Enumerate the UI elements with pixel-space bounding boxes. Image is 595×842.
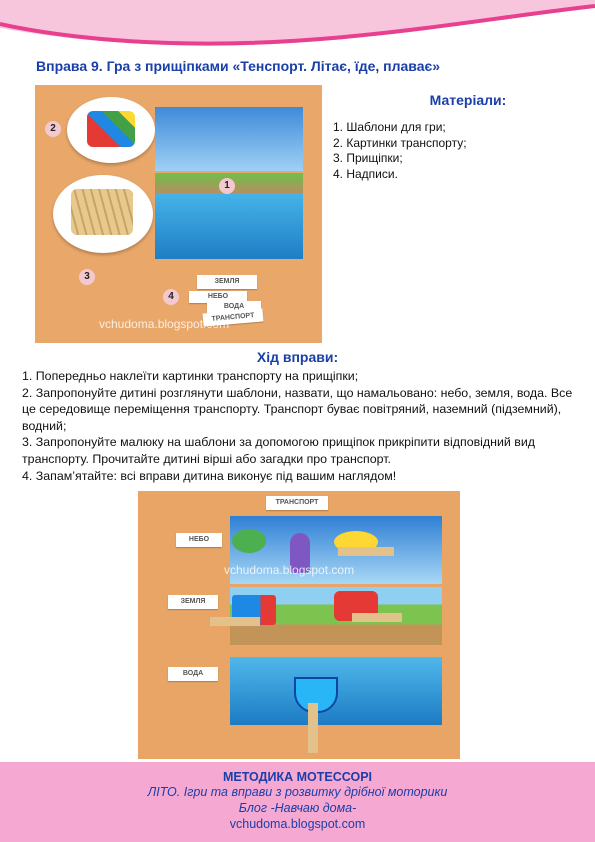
card-zemlia: ЗЕМЛЯ xyxy=(197,275,257,289)
footer xyxy=(0,762,595,842)
result-photo xyxy=(138,491,460,759)
card-nebo: НЕБО xyxy=(176,533,222,547)
template-water xyxy=(155,193,303,259)
clothespin xyxy=(210,617,260,626)
materials-section xyxy=(333,92,573,182)
step-item: 2. Запропонуйте дитині розглянути шаблони, назвати, що намальовано: небо, земля, вода. Все це середовище переміщення транспорту. Транспорт буває повітряний, наземний (підземний), водний; xyxy=(22,385,573,433)
transport-pictures xyxy=(87,111,135,147)
card-transport: ТРАНСПОРТ xyxy=(266,496,328,510)
materials-item: 3. Прищіпки; xyxy=(333,151,403,165)
step-item: 4. Запам’ятайте: всі вправи дитина виконує під вашим наглядом! xyxy=(22,468,397,483)
card-zemlia: ЗЕМЛЯ xyxy=(168,595,218,609)
watermark: vchudoma.blogspot.com xyxy=(224,563,355,577)
footer-url[interactable]: vchudoma.blogspot.com xyxy=(229,817,366,831)
step-item: 1. Попередньо наклеїти картинки транспорту на прищіпки; xyxy=(22,369,359,383)
watermark: vchudoma.blogspot.com xyxy=(99,317,230,331)
materials-photo xyxy=(35,85,322,343)
step-item: 3. Запропонуйте малюку на шаблони за допомогою прищіпок прикріпити відповідний вид транспорту. Прочитайте дитині вірші або загадки про транспорт. xyxy=(22,435,536,466)
materials-item: 1. Шаблони для гри; xyxy=(333,120,446,134)
card-voda: ВОДА xyxy=(207,301,261,313)
clothespin xyxy=(338,547,394,556)
steps-heading: Хід вправи: xyxy=(256,349,339,365)
materials-item: 4. Надписи. xyxy=(333,166,398,181)
badge-3: 3 xyxy=(79,269,95,285)
page-title: Вправа 9. Гра з прищіпками «Тенспорт. Літає, їде, плаває» xyxy=(36,58,441,74)
card-transport: ТРАНСПОРТ xyxy=(203,308,264,326)
turtle-plane-picture xyxy=(232,529,266,553)
footer-title: МЕТОДИКА МОТЕССОРІ xyxy=(222,770,373,784)
template-sky xyxy=(155,107,303,171)
card-voda: ВОДА xyxy=(168,667,218,681)
badge-2: 2 xyxy=(45,121,61,137)
header-wave xyxy=(0,0,595,60)
clothespin xyxy=(352,613,402,622)
badge-1: 1 xyxy=(219,178,235,194)
card-nebo: НЕБО xyxy=(189,291,247,303)
steps-list xyxy=(22,368,582,484)
clothespin xyxy=(308,703,318,753)
materials-heading: Матеріали: xyxy=(429,92,507,108)
materials-item: 2. Картинки транспорту; xyxy=(333,135,467,150)
clothespins xyxy=(71,189,133,235)
footer-subtitle: ЛІТО. Ігри та вправи з розвитку дрібної моторики xyxy=(147,785,448,799)
badge-4: 4 xyxy=(163,289,179,305)
footer-blog: Блог -Навчаю дома- xyxy=(238,801,357,815)
